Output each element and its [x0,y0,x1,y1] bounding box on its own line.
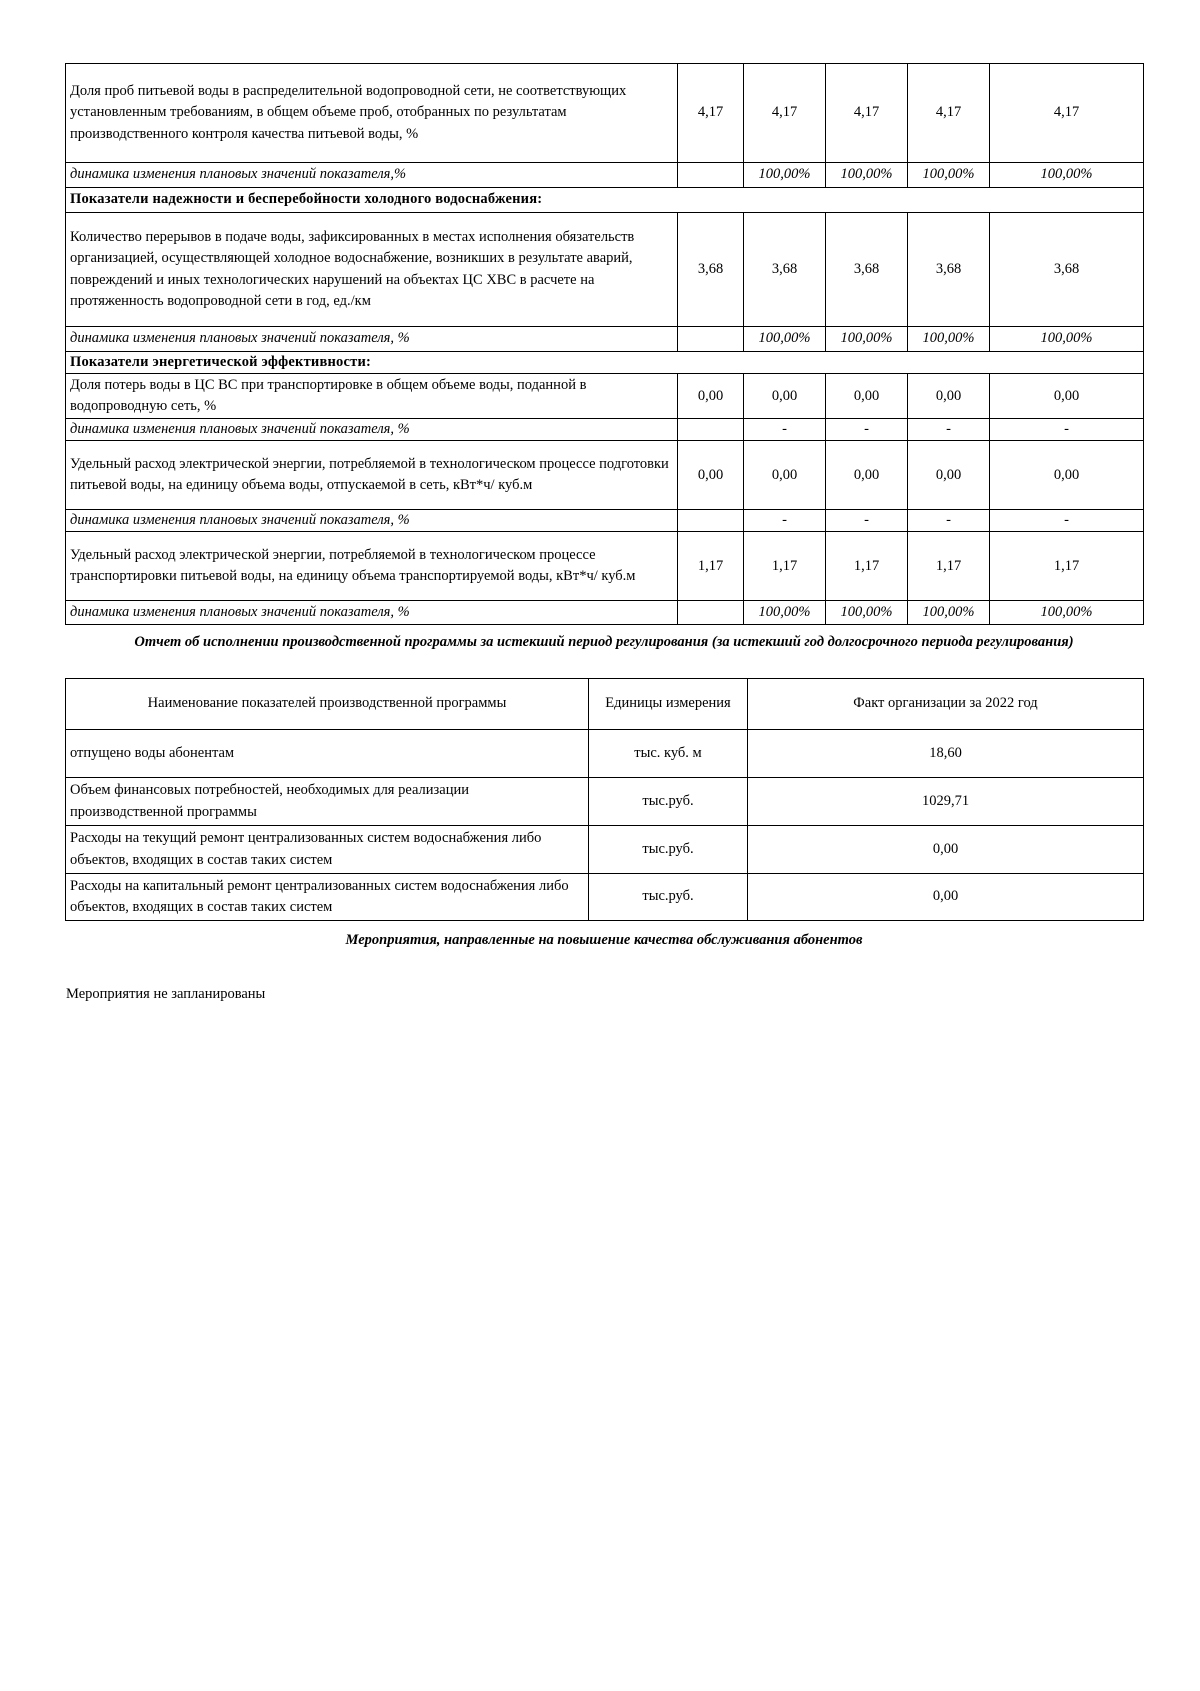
column-header-fact: Факт организации за 2022 год [748,679,1144,730]
dynamics-value [678,601,744,625]
dynamics-label: динамика изменения плановых значений показателя, % [66,601,678,625]
dynamics-value: - [908,510,990,532]
indicator-value: 1,17 [908,532,990,601]
table-row [66,188,1144,213]
report-row-name: Расходы на текущий ремонт централизованных систем водоснабжения либо объектов, входящих в состав таких систем [66,826,589,874]
indicator-value: 3,68 [826,213,908,327]
indicator-value: 3,68 [678,213,744,327]
indicator-value: 0,00 [744,441,826,510]
indicator-value: 3,68 [908,213,990,327]
indicator-value: 4,17 [908,64,990,163]
dynamics-value: 100,00% [990,327,1144,352]
report-row-value: 18,60 [748,730,1144,778]
dynamics-value: 100,00% [990,601,1144,625]
indicator-value: 1,17 [826,532,908,601]
report-row-name: отпущено воды абонентам [66,730,589,778]
report-row-units: тыс.руб. [589,778,748,826]
indicator-value: 1,17 [990,532,1144,601]
indicator-value: 3,68 [990,213,1144,327]
indicator-label: Удельный расход электрической энергии, потребляемой в технологическом процессе подготовки питьевой воды, на единицу объема воды, отпускаемой в сеть, кВт*ч/ куб.м [66,441,678,510]
report-row-value: 0,00 [748,874,1144,921]
indicator-value: 4,17 [744,64,826,163]
table-row [66,163,1144,188]
dynamics-value [678,419,744,441]
indicator-value: 0,00 [990,441,1144,510]
report-row-units: тыс.руб. [589,874,748,921]
dynamics-value: - [908,419,990,441]
report-row-name: Объем финансовых потребностей, необходимых для реализации производственной программы [66,778,589,826]
dynamics-value: 100,00% [744,601,826,625]
dynamics-value: - [744,510,826,532]
indicator-value: 1,17 [744,532,826,601]
table-row [66,327,1144,352]
dynamics-value [678,163,744,188]
dynamics-value: - [990,510,1144,532]
dynamics-value: - [990,419,1144,441]
report-row-units: тыс. куб. м [589,730,748,778]
table-row [66,601,1144,625]
measures-text: Мероприятия не запланированы [66,986,266,1002]
table-row [66,826,1144,874]
indicator-value: 0,00 [678,374,744,419]
column-header-name: Наименование показателей производственной программы [66,679,589,730]
table-row [66,532,1144,601]
dynamics-value: 100,00% [826,601,908,625]
indicator-value: 3,68 [744,213,826,327]
dynamics-label: динамика изменения плановых значений показателя, % [66,419,678,441]
dynamics-label: динамика изменения плановых значений показателя,% [66,163,678,188]
dynamics-value: 100,00% [908,327,990,352]
table-row [66,419,1144,441]
table-row [66,352,1144,374]
indicator-value: 4,17 [826,64,908,163]
measures-caption: Мероприятия, направленные на повышение качества обслуживания абонентов [345,932,863,948]
table-row [66,64,1144,163]
table-row [66,510,1144,532]
section-heading: Показатели надежности и бесперебойности холодного водоснабжения: [66,188,1144,213]
dynamics-value: - [744,419,826,441]
table-row [66,441,1144,510]
dynamics-value: 100,00% [990,163,1144,188]
indicator-value: 0,00 [826,441,908,510]
indicator-label: Доля потерь воды в ЦС ВС при транспортировке в общем объеме воды, поданной в водопроводную сеть, % [66,374,678,419]
dynamics-value: - [826,510,908,532]
report-row-value: 1029,71 [748,778,1144,826]
dynamics-label: динамика изменения плановых значений показателя, % [66,510,678,532]
dynamics-value: 100,00% [908,601,990,625]
dynamics-value: 100,00% [744,327,826,352]
table-row [66,778,1144,826]
indicator-value: 1,17 [678,532,744,601]
dynamics-value [678,510,744,532]
report-table [65,678,1144,921]
report-caption: Отчет об исполнении производственной программы за истекший период регулирования (за истекший год долгосрочного периода регулирования) [134,634,1074,650]
indicator-value: 0,00 [744,374,826,419]
indicator-value: 0,00 [908,374,990,419]
indicator-label: Количество перерывов в подаче воды, зафиксированных в местах исполнения обязательств организацией, осуществляющей холодное водоснабжение, возникших в результате аварий, повреждений и иных технологических нарушений на объектах ЦС ХВС в расчете на протяженность водопроводной сети в год, ед./км [66,213,678,327]
table-row [66,874,1144,921]
indicator-value: 4,17 [990,64,1144,163]
section-heading: Показатели энергетической эффективности: [66,352,1144,374]
indicator-value: 0,00 [826,374,908,419]
dynamics-value [678,327,744,352]
dynamics-value: 100,00% [826,163,908,188]
indicator-value: 0,00 [990,374,1144,419]
column-header-units: Единицы измерения [589,679,748,730]
indicator-value: 4,17 [678,64,744,163]
dynamics-value: 100,00% [826,327,908,352]
indicator-label: Удельный расход электрической энергии, потребляемой в технологическом процессе транспортировки питьевой воды, на единицу объема транспортируемой воды, кВт*ч/ куб.м [66,532,678,601]
table-row [66,730,1144,778]
dynamics-value: - [826,419,908,441]
table-row [66,374,1144,419]
dynamics-label: динамика изменения плановых значений показателя, % [66,327,678,352]
indicator-label: Доля проб питьевой воды в распределительной водопроводной сети, не соответствующих установленным требованиям, в общем объеме проб, отобранных по результатам производственного контроля качества питьевой воды, % [66,64,678,163]
indicator-value: 0,00 [678,441,744,510]
report-row-value: 0,00 [748,826,1144,874]
dynamics-value: 100,00% [744,163,826,188]
report-row-name: Расходы на капитальный ремонт централизованных систем водоснабжения либо объектов, входящих в состав таких систем [66,874,589,921]
table-header-row [66,679,1144,730]
table-row [66,213,1144,327]
report-row-units: тыс.руб. [589,826,748,874]
dynamics-value: 100,00% [908,163,990,188]
indicator-value: 0,00 [908,441,990,510]
indicators-table [65,63,1144,625]
